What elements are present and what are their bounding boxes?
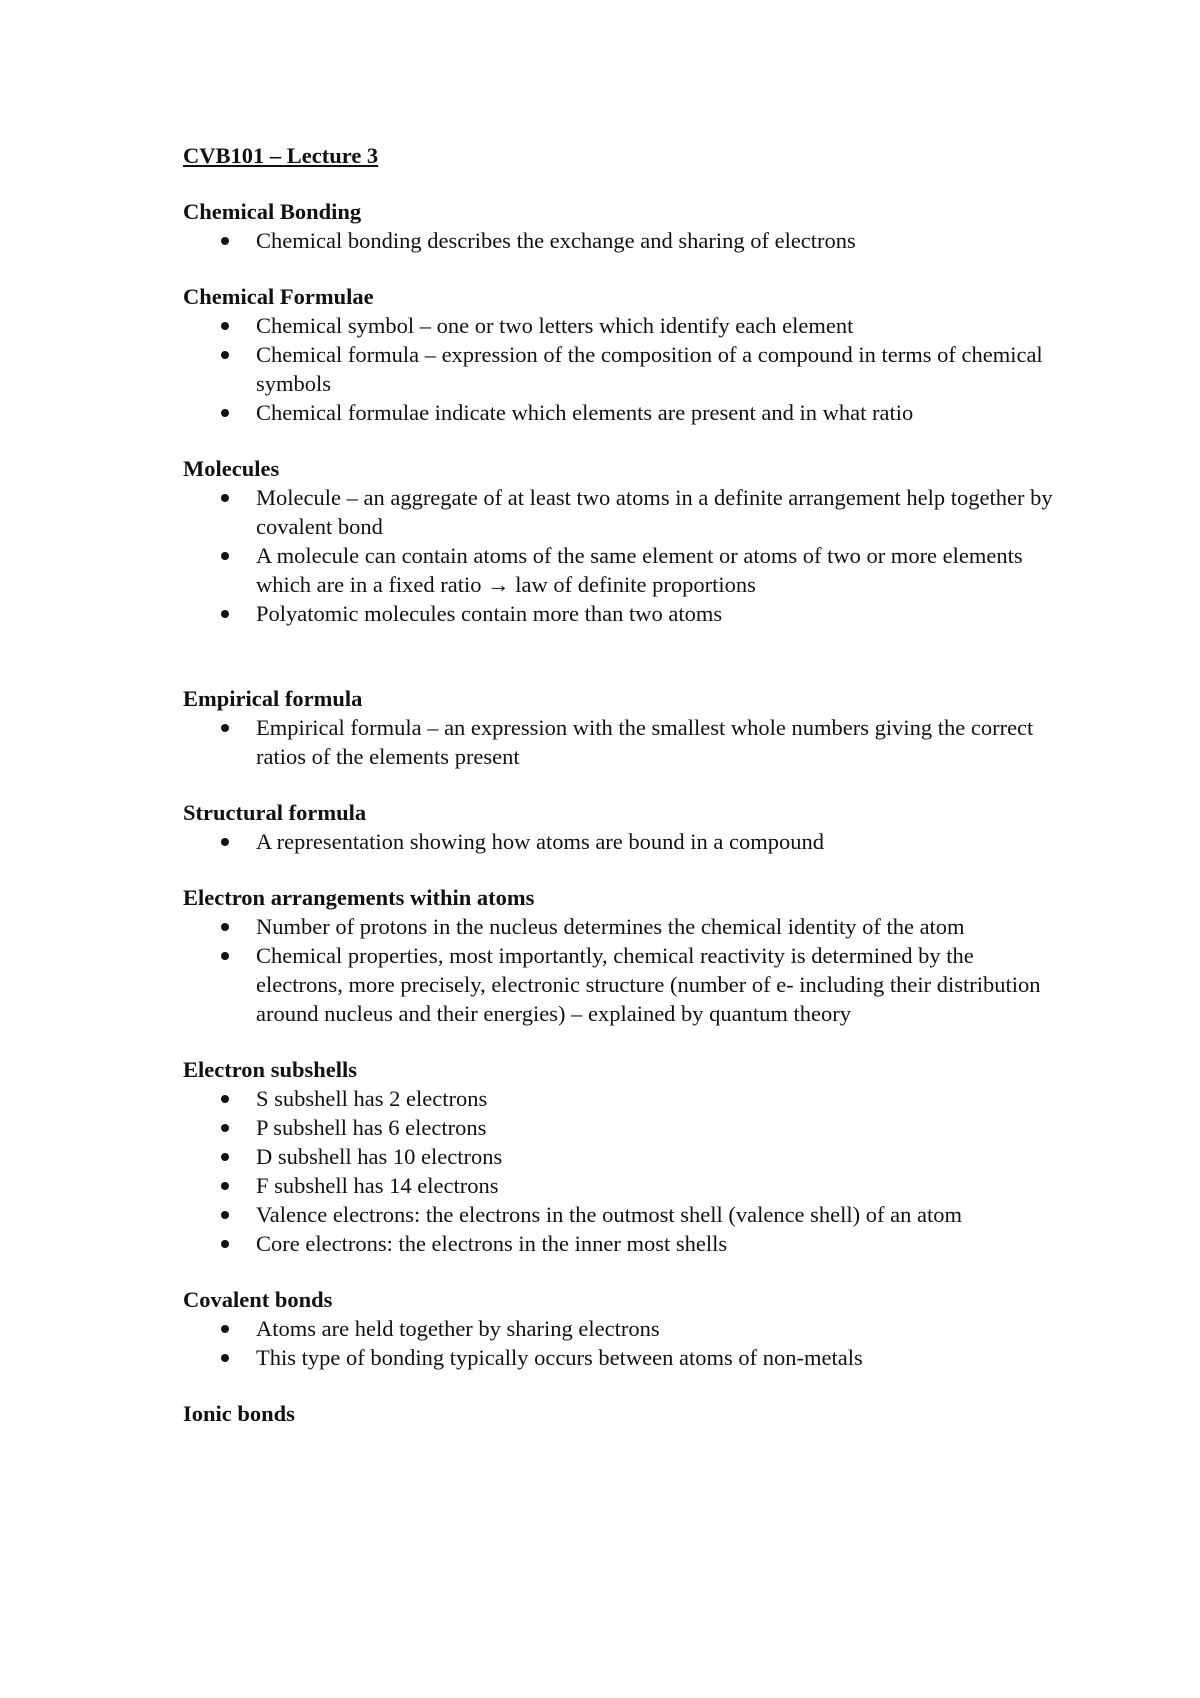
section-heading: Ionic bonds <box>183 1401 295 1426</box>
section-chemical-bonding <box>183 197 1063 255</box>
bullet-icon <box>221 610 229 618</box>
bullet-icon <box>221 351 229 359</box>
bullet-list <box>183 827 1063 856</box>
list-item: Atoms are held together by sharing electrons <box>183 1314 1063 1343</box>
list-item: P subshell has 6 electrons <box>183 1113 1063 1142</box>
section-heading: Chemical Bonding <box>183 199 362 224</box>
bullet-icon <box>221 1095 229 1103</box>
list-item: Chemical formula – expression of the composition of a compound in terms of chemical symbols <box>183 340 1063 398</box>
bullet-icon <box>221 1153 229 1161</box>
section-ionic-bonds <box>183 1399 1063 1428</box>
list-item: F subshell has 14 electrons <box>183 1171 1063 1200</box>
list-item: Valence electrons: the electrons in the outmost shell (valence shell) of an atom <box>183 1200 1063 1229</box>
bullet-icon <box>221 1211 229 1219</box>
bullet-icon <box>221 952 229 960</box>
list-item: Polyatomic molecules contain more than two atoms <box>183 599 1063 628</box>
list-item: Molecule – an aggregate of at least two atoms in a definite arrangement help together by covalent bond <box>183 483 1063 541</box>
list-item: Chemical symbol – one or two letters which identify each element <box>183 311 1063 340</box>
bullet-icon <box>221 724 229 732</box>
list-item: Number of protons in the nucleus determines the chemical identity of the atom <box>183 912 1063 941</box>
bullet-list <box>183 912 1063 1028</box>
section-chemical-formulae <box>183 282 1063 427</box>
section-heading: Empirical formula <box>183 686 363 711</box>
section-heading: Covalent bonds <box>183 1287 333 1312</box>
bullet-icon <box>221 1124 229 1132</box>
list-item: S subshell has 2 electrons <box>183 1084 1063 1113</box>
section-heading: Chemical Formulae <box>183 284 374 309</box>
section-molecules <box>183 454 1063 628</box>
section-heading: Structural formula <box>183 800 367 825</box>
list-item: Chemical properties, most importantly, chemical reactivity is determined by the electrons, more precisely, electronic structure (number of e- including their distribution around nucleus and their energies) – explained by quantum theory <box>183 941 1063 1028</box>
bullet-icon <box>221 409 229 417</box>
bullet-icon <box>221 1325 229 1333</box>
list-item: A molecule can contain atoms of the same element or atoms of two or more elements which are in a fixed ratio → law of definite proportions <box>183 541 1063 599</box>
list-item: Empirical formula – an expression with the smallest whole numbers giving the correct ratios of the elements present <box>183 713 1063 771</box>
bullet-icon <box>221 552 229 560</box>
section-heading: Molecules <box>183 456 280 481</box>
bullet-icon <box>221 494 229 502</box>
bullet-icon <box>221 1240 229 1248</box>
document-page <box>183 141 1063 1455</box>
bullet-list <box>183 226 1063 255</box>
section-heading: Electron arrangements within atoms <box>183 885 535 910</box>
section-covalent-bonds <box>183 1285 1063 1372</box>
bullet-icon <box>221 838 229 846</box>
list-item: A representation showing how atoms are bound in a compound <box>183 827 1063 856</box>
document-title: CVB101 – Lecture 3 <box>183 143 379 168</box>
list-item: Chemical bonding describes the exchange and sharing of electrons <box>183 226 1063 255</box>
section-electron-subshells <box>183 1055 1063 1258</box>
list-item: Core electrons: the electrons in the inner most shells <box>183 1229 1063 1258</box>
bullet-icon <box>221 1354 229 1362</box>
bullet-icon <box>221 923 229 931</box>
bullet-list <box>183 311 1063 427</box>
bullet-list <box>183 483 1063 628</box>
bullet-icon <box>221 322 229 330</box>
list-item: Chemical formulae indicate which elements are present and in what ratio <box>183 398 1063 427</box>
bullet-icon <box>221 1182 229 1190</box>
bullet-icon <box>221 237 229 245</box>
section-empirical-formula <box>183 684 1063 771</box>
section-structural-formula <box>183 798 1063 856</box>
bullet-list <box>183 1084 1063 1258</box>
section-electron-arrangements <box>183 883 1063 1028</box>
section-heading: Electron subshells <box>183 1057 357 1082</box>
bullet-list <box>183 1314 1063 1372</box>
list-item: This type of bonding typically occurs between atoms of non-metals <box>183 1343 1063 1372</box>
bullet-list <box>183 713 1063 771</box>
list-item: D subshell has 10 electrons <box>183 1142 1063 1171</box>
